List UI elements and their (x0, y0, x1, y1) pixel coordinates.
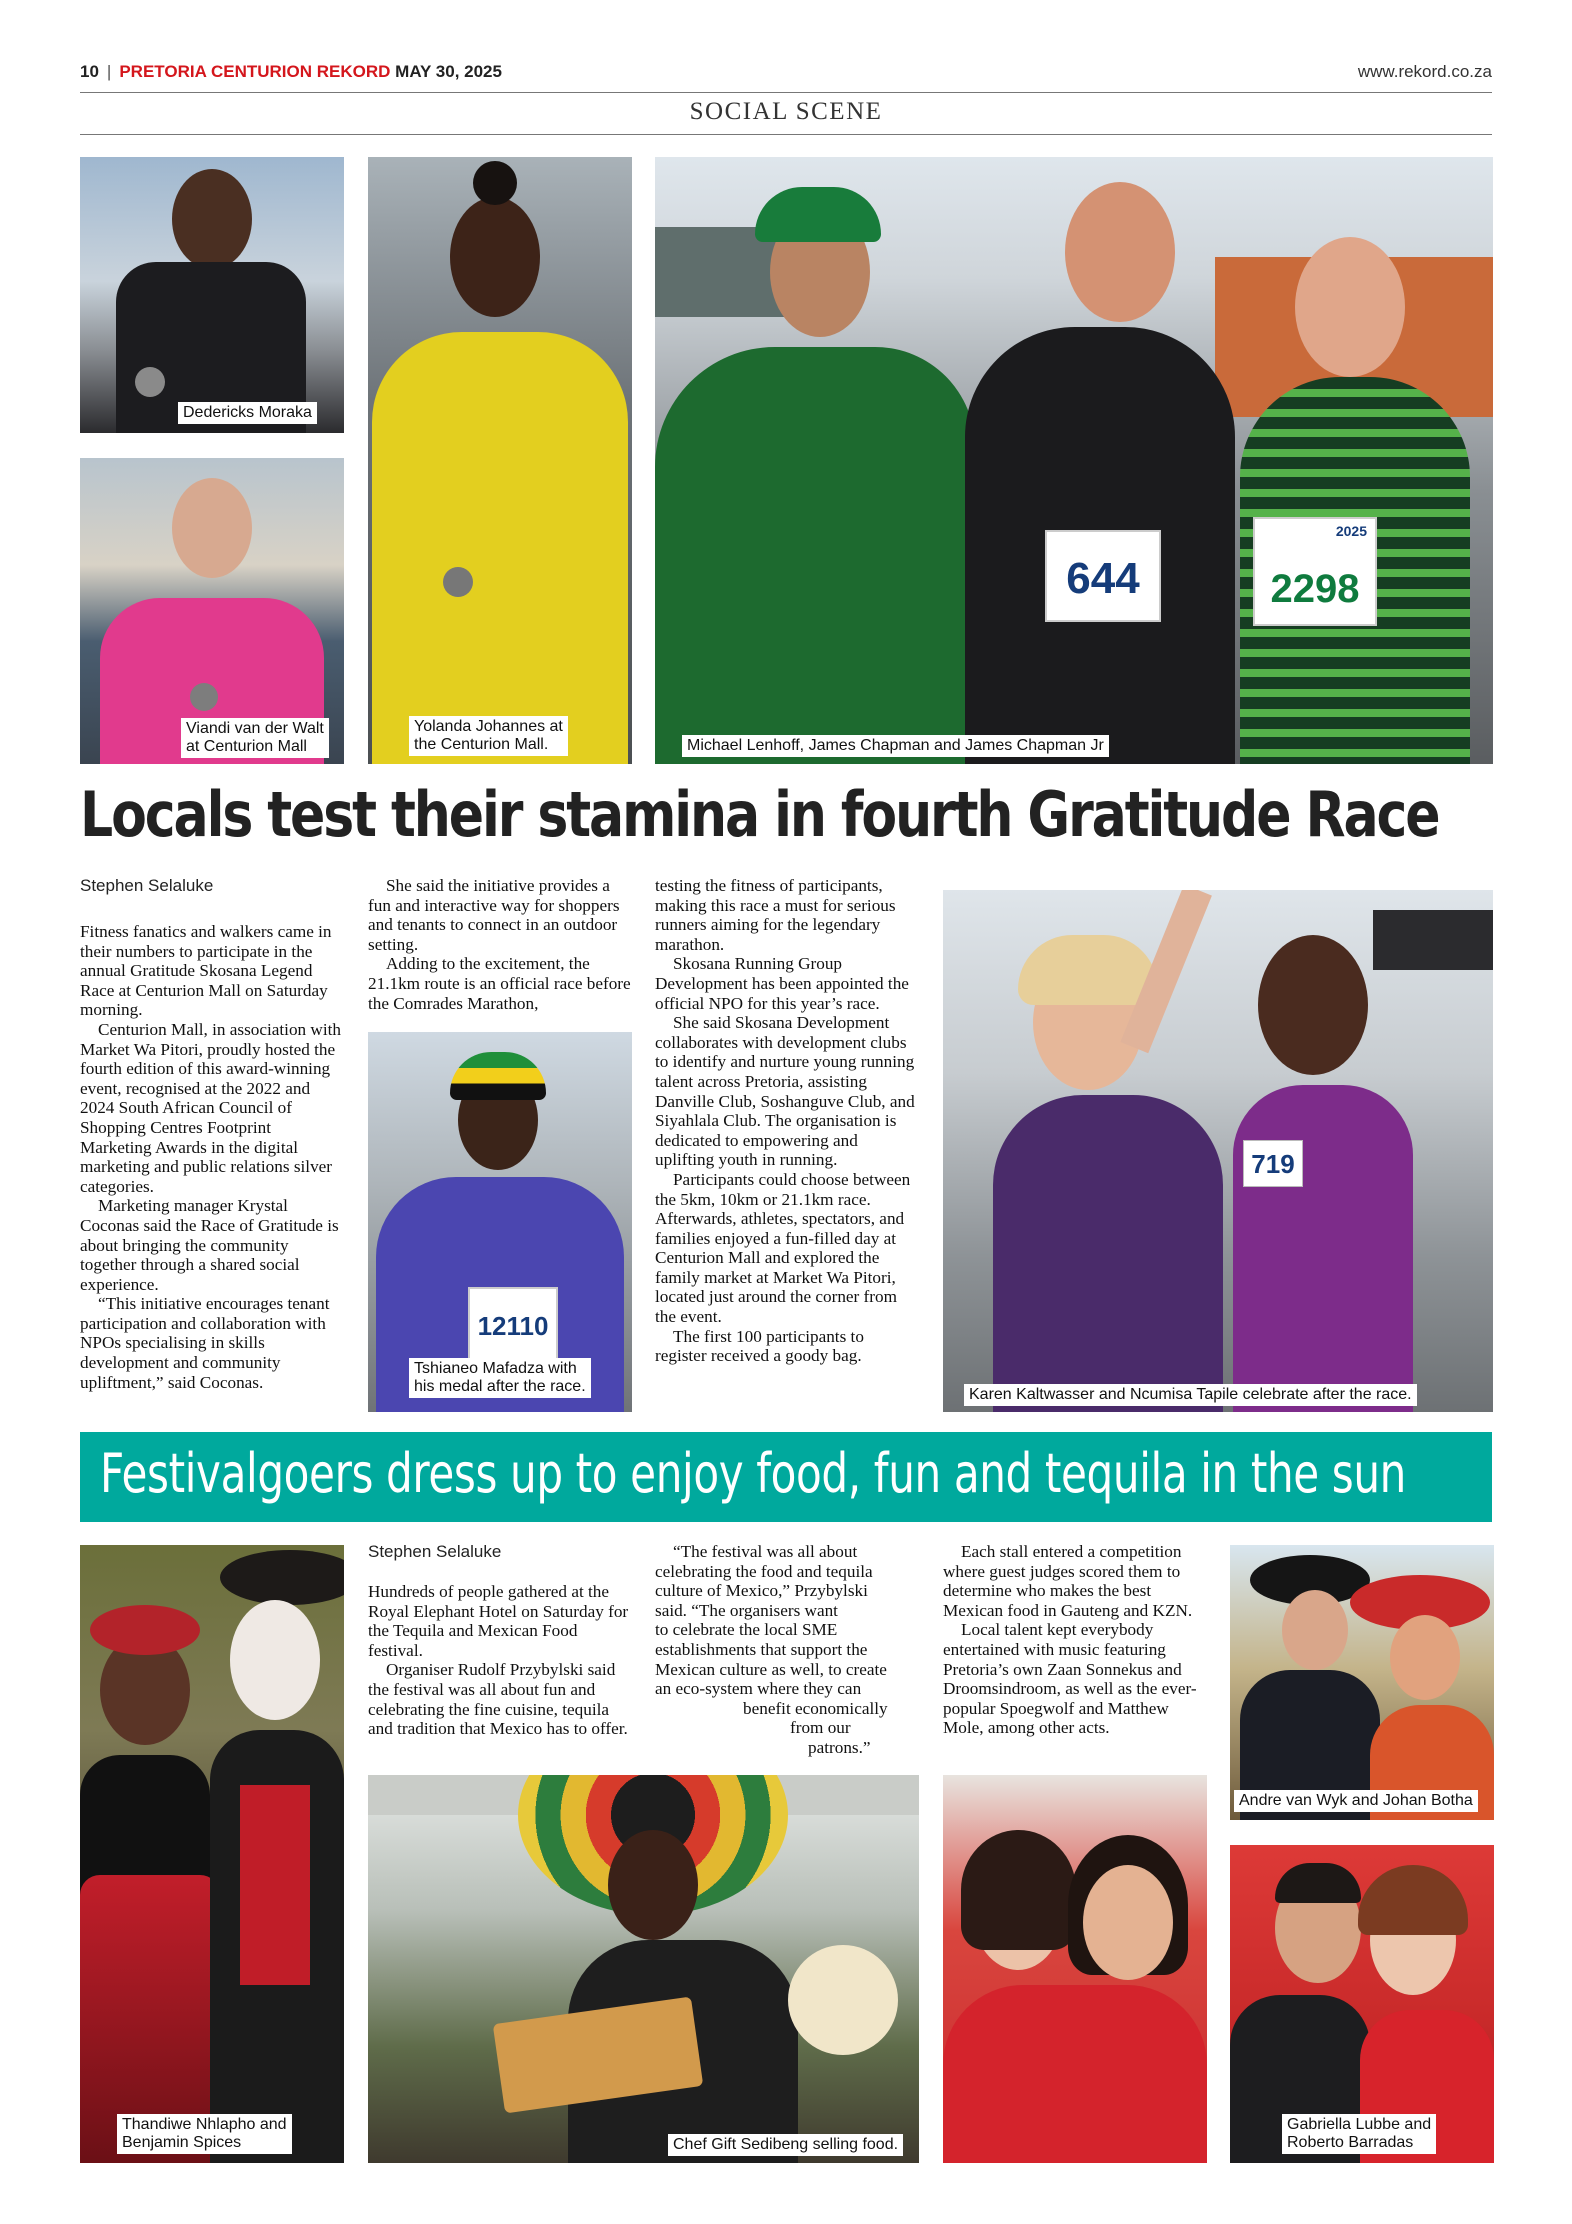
caption-andre-johan: Andre van Wyk and Johan Botha (1234, 1790, 1478, 1812)
photo-andre-johan (1230, 1545, 1494, 1820)
text-line: patrons.” (808, 1737, 871, 1757)
photo-tshianeo-mafadza (368, 1032, 632, 1412)
caption-yolanda-johannes (409, 716, 568, 756)
photo-yolanda-johannes (368, 157, 632, 764)
story1-column-3 (655, 876, 919, 1366)
story2-column-3 (943, 1542, 1207, 1738)
paragraph: Each stall entered a competition where guest judges scored them to determine who makes the best Mexican food in Gauteng and KZN. (943, 1542, 1193, 1620)
race-bib-number: 12110 (477, 1311, 549, 1341)
paragraph: Adding to the excitement, the 21.1km route is an official race before the Comrades Marathon, (368, 954, 631, 1013)
section-title: SOCIAL SCENE (689, 98, 883, 125)
paragraph: The first 100 participants to register received a goody bag. (655, 1326, 864, 1366)
caption-line: Viandi van der Walt (186, 720, 324, 737)
caption-line: at Centurion Mall (186, 738, 307, 755)
text-line: an eco-system where they can (655, 1679, 862, 1699)
caption-karen-ncumisa: Karen Kaltwasser and Ncumisa Tapile celebrate after the race. (964, 1384, 1417, 1406)
paragraph: Hundreds of people gathered at the Royal Elephant Hotel on Saturday for the Tequila and Mexican Food festival. (368, 1582, 629, 1660)
text-line: benefit economically (743, 1698, 888, 1718)
header-rule (80, 92, 1492, 93)
photo-thandiwe-benjamin (80, 1545, 344, 2163)
text-line: said. “The organisers want (655, 1600, 838, 1620)
paragraph: “This initiative encourages tenant participation and collaboration with NPOs specialising in skills development and community upliftment,” said Coconas. (80, 1294, 330, 1392)
paragraph: She said Skosana Development collaborates with development clubs to identify and nurture young running talent across Pretoria, assisting Danville Club, Soshanguve Club, and Siyahlala Club. The organisation is dedicated to empowering and uplifting youth in running. (655, 1013, 915, 1170)
header-separator: | (106, 62, 112, 81)
caption-thandiwe-benjamin (117, 2114, 292, 2154)
story2-column-1 (368, 1582, 632, 1739)
paragraph: Skosana Running Group Development has been appointed the official NPO for this year’s race. (655, 954, 909, 1013)
race-bib-number: 2298 (1270, 567, 1360, 611)
paragraph: Local talent kept everybody entertained with music featuring Pretoria’s own Zaan Sonnekus and Droomsindroom, as well as the ever-popular Spoegwolf and Matthew Mole, among other acts. (943, 1620, 1197, 1738)
story1-headline: Locals test their stamina in fourth Gratitude Race (80, 778, 1439, 851)
caption-viandi-van-der-walt (181, 718, 329, 758)
paragraph: Marketing manager Krystal Coconas said the Race of Gratitude is about bringing the community together through a shared social experience. (80, 1196, 339, 1294)
caption-line: Benjamin Spices (122, 2134, 242, 2151)
race-bib-number: 644 (1066, 554, 1140, 603)
text-line: “The festival was all about (673, 1542, 858, 1561)
text-line: from our (790, 1718, 851, 1738)
photo-kay-lee-nakita (943, 1775, 1207, 2163)
section-rule (80, 134, 1492, 135)
photo-lenhoff-chapman (655, 157, 1493, 764)
story2-headline: Festivalgoers dress up to enjoy food, fun and tequila in the sun (100, 1442, 1406, 1505)
text-line: celebrating the food and tequila (655, 1561, 873, 1581)
publication-name: PRETORIA CENTURION REKORD (119, 62, 391, 81)
story2-byline: Stephen Selaluke (368, 1542, 502, 1561)
caption-line: the Centurion Mall. (414, 736, 549, 753)
page-number: 10 (80, 62, 99, 81)
race-bib-number: 719 (1251, 1149, 1295, 1179)
photo-chef-gift-sedibeng (368, 1775, 919, 2163)
paragraph: She said the initiative provides a fun and interactive way for shoppers and tenants to connect in an outdoor setting. (368, 876, 620, 954)
caption-line: Roberto Barradas (1287, 2134, 1414, 2151)
paragraph: Participants could choose between the 5km, 10km or 21.1km race. Afterwards, athletes, spectators, and families enjoyed a fun-filled day at Centurion Mall and explored the family market at Market Wa Pitori, located just around the corner from the event. (655, 1169, 911, 1327)
caption-dedericks-moraka: Dedericks Moraka (178, 402, 317, 424)
text-line: Mexican culture as well, to create (655, 1659, 887, 1679)
caption-line: Gabriella Lubbe and (1287, 2116, 1432, 2133)
page-header (80, 62, 502, 82)
text-line: establishments that support the (655, 1639, 868, 1659)
paragraph: Fitness fanatics and walkers came in their numbers to participate in the annual Gratitude Skosana Legend Race at Centurion Mall on Saturday morning. (80, 922, 332, 1020)
caption-line: his medal after the race. (414, 1378, 586, 1395)
issue-date: MAY 30, 2025 (395, 62, 502, 81)
story1-column-2 (368, 876, 632, 1013)
caption-line: Tshianeo Mafadza with (414, 1360, 577, 1377)
caption-line: Yolanda Johannes at (414, 718, 563, 735)
caption-line: Thandiwe Nhlapho and (122, 2116, 287, 2133)
caption-tshianeo-mafadza (409, 1358, 591, 1398)
paragraph: testing the fitness of participants, making this race a must for serious runners aiming for the legendary marathon. (655, 876, 896, 954)
text-line: culture of Mexico,” Przybylski (655, 1581, 868, 1601)
race-bib-year: 2025 (1335, 523, 1367, 539)
paragraph: Centurion Mall, in association with Market Wa Pitori, proudly hosted the fourth edition of this award-winning event, recognised at the 2022 and 2024 South African Council of Shopping Centres Footprint Marketing Awards in the digital marketing and public relations silver categories. (80, 1019, 341, 1196)
photo-dedericks-moraka (80, 157, 344, 433)
caption-gabriella-roberto (1282, 2114, 1436, 2154)
website-link[interactable]: www.rekord.co.za (1357, 62, 1492, 81)
text-line: to celebrate the local SME (655, 1620, 838, 1640)
photo-karen-kaltwasser-ncumisa-tapile (943, 890, 1493, 1412)
story1-byline: Stephen Selaluke (80, 876, 214, 895)
caption-lenhoff-chapman: Michael Lenhoff, James Chapman and James Chapman Jr (682, 735, 1109, 757)
story2-column-2 (655, 1542, 919, 1758)
paragraph: Organiser Rudolf Przybylski said the festival was all about fun and celebrating the fine cuisine, tequila and tradition that Mexico has to offer. (368, 1660, 628, 1739)
story1-column-1 (80, 922, 344, 1392)
caption-chef-gift-sedibeng: Chef Gift Sedibeng selling food. (668, 2134, 903, 2156)
